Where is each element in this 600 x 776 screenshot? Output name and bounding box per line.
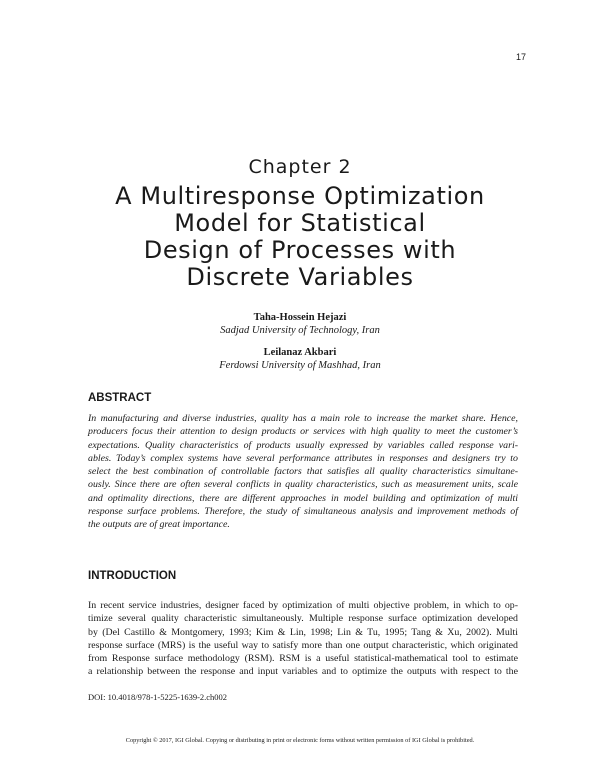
abstract-line: producers focus their attention to design products or services with high quality to meet the customer’s <box>88 426 518 438</box>
abstract-line: the outputs are of great importance. <box>88 519 230 531</box>
doi: DOI: 10.4018/978-1-5225-1639-2.ch002 <box>88 692 228 702</box>
abstract-line: ables. Today’s complex systems have several performance attributes in responses and designers try to <box>88 452 518 464</box>
body-line: In recent service industries, designer faced by optimization of multi objective problem, in which to op- <box>88 600 518 611</box>
abstract-heading: ABSTRACT <box>88 392 152 404</box>
abstract-line: response surface problems. Therefore, the study of simultaneous analysis and improvement methods of <box>88 506 518 518</box>
author-block <box>0 311 600 337</box>
author-affiliation: Sadjad University of Technology, Iran <box>220 325 380 336</box>
author-block <box>0 346 600 372</box>
title-line: Model for Statistical <box>174 209 426 237</box>
body-line: a relationship between the response and input variables and to optimize the outputs with respect to the <box>88 666 518 678</box>
abstract-line: In manufacturing and diverse industries, quality has a main role to increase the market share. Hence, <box>88 413 518 424</box>
body-line: by (Del Castillo & Montgomery, 1993; Kim & Lin, 1998; Lin & Tu, 1995; Tang & Xu, 2002). Multi <box>88 626 518 638</box>
introduction-body <box>88 599 518 679</box>
title-line: Design of Processes with <box>143 236 457 264</box>
introduction-heading: INTRODUCTION <box>88 570 177 582</box>
copyright-notice: Copyright © 2017, IGI Global. Copying or distributing in print or electronic forms without written permission of IGI Global is prohibited. <box>125 737 475 744</box>
body-line: response surface (MRS) is the useful way to satisfy more than one output characteristic, which originated <box>88 639 518 651</box>
body-line: timize several quality characteristic simultaneously. Multiple response surface optimization developed <box>88 613 518 625</box>
abstract-body <box>88 412 518 532</box>
chapter-title <box>60 183 540 291</box>
body-line: from Response surface methodology (RSM). RSM is a useful statistical-mathematical tool to estimate <box>88 653 518 665</box>
author-name: Leilanaz Akbari <box>263 347 337 358</box>
author-affiliation: Ferdowsi University of Mashhad, Iran <box>219 360 381 371</box>
abstract-line: expectations. Quality characteristics of products usually expressed by variables called response vari- <box>88 439 518 451</box>
page-number: 17 <box>515 52 526 62</box>
title-line: A Multiresponse Optimization <box>115 182 485 210</box>
abstract-line: select the best combination of controllable factors that satisfies all quality characteristics simultane- <box>88 466 518 478</box>
author-name: Taha-Hossein Hejazi <box>253 312 347 323</box>
abstract-line: and optimality directions, there are different approaches in model building and optimization of multi <box>88 492 518 504</box>
abstract-line: ously. Since there are often several conflicts in quality characteristics, such as measurement units, scale <box>88 479 518 491</box>
title-line: Discrete Variables <box>186 263 414 291</box>
chapter-label: Chapter 2 <box>248 156 352 178</box>
